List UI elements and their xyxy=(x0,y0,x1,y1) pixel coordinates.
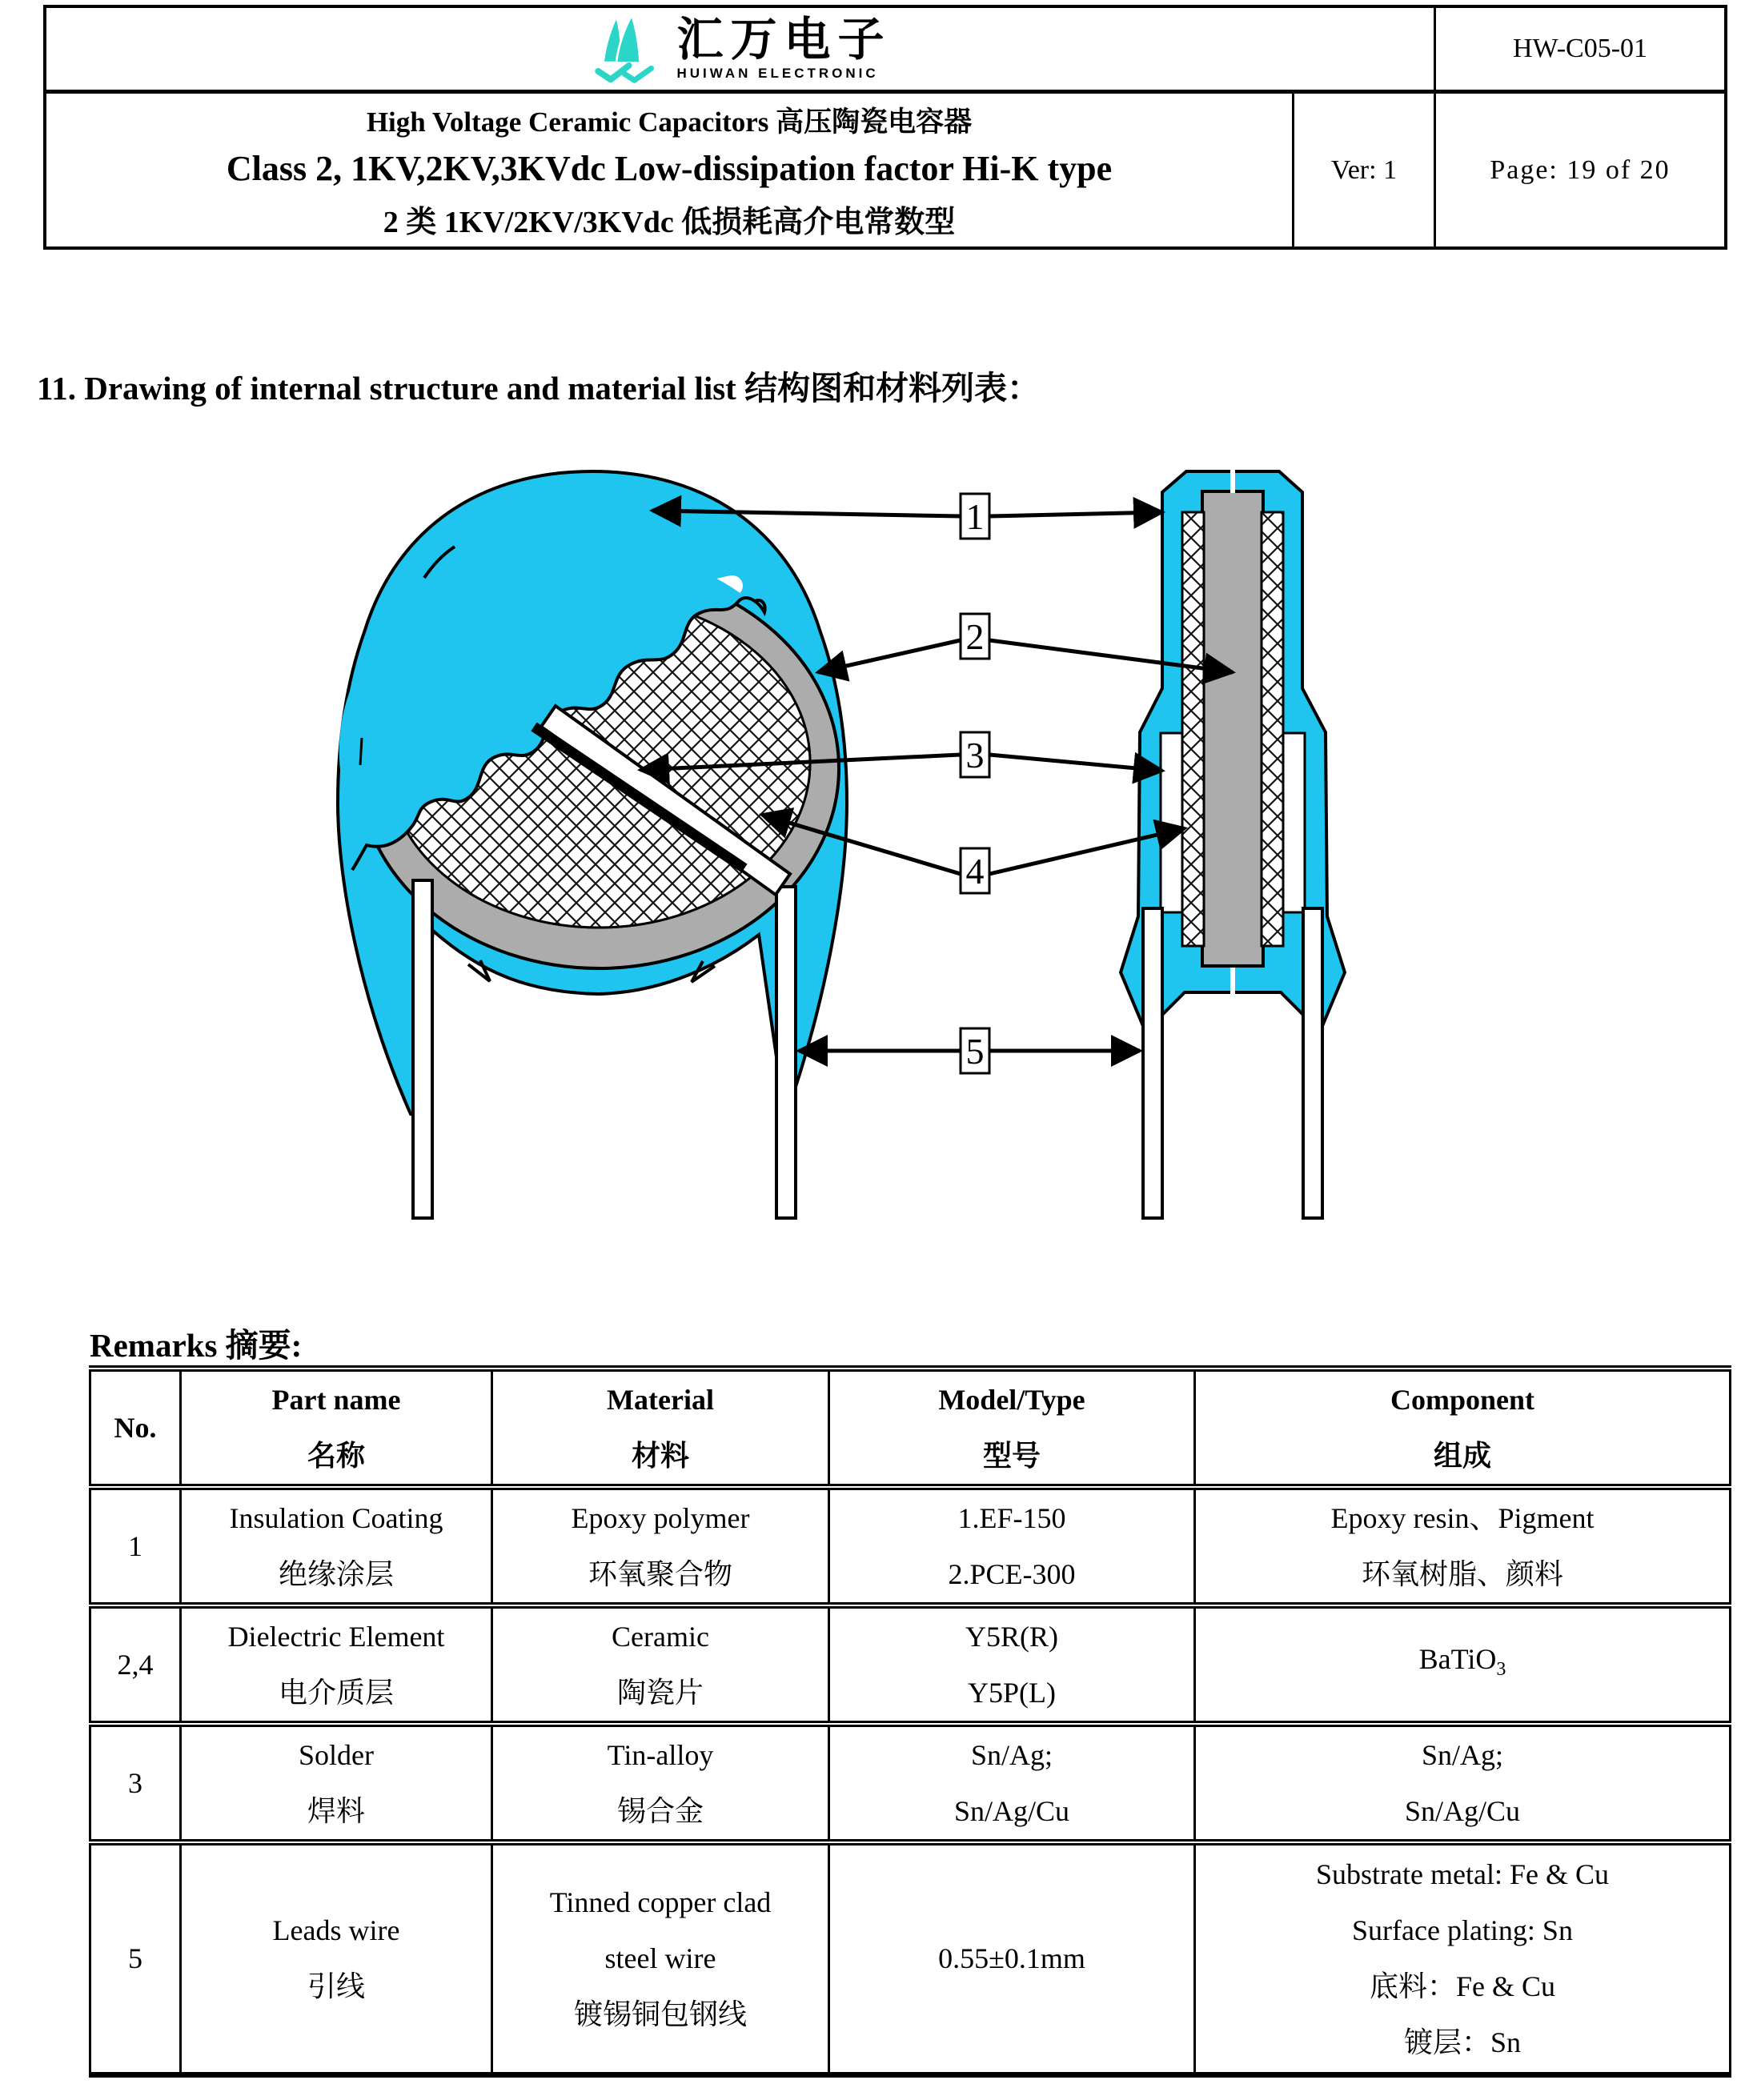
document-header xyxy=(43,5,1727,250)
sailboat-logo-icon xyxy=(588,10,665,87)
table-header-row xyxy=(90,1369,1731,1487)
company-logo xyxy=(46,8,1436,90)
remarks-label: Remarks 摘要: xyxy=(90,1327,303,1364)
arrow-2-left xyxy=(818,640,961,672)
cell-model: Y5R(R) Y5P(L) xyxy=(829,1605,1195,1724)
label-1: 1 xyxy=(965,496,985,537)
side-electrode-bar xyxy=(1202,491,1263,966)
side-right-lead xyxy=(1303,908,1322,1218)
cell-no: 3 xyxy=(90,1724,181,1842)
title-block xyxy=(46,94,1294,246)
arrow-1-right xyxy=(989,512,1162,516)
col-header-part: Part name 名称 xyxy=(181,1369,492,1487)
cell-part: Insulation Coating 绝缘涂层 xyxy=(181,1487,492,1605)
cell-component: Sn/Ag; Sn/Ag/Cu xyxy=(1195,1724,1731,1842)
side-left-lead xyxy=(1143,908,1162,1218)
section-heading: 11. Drawing of internal structure and material list 结构图和材料列表： xyxy=(37,370,1041,407)
table-row xyxy=(90,1487,1731,1605)
side-top-notch xyxy=(1230,470,1235,493)
side-ceramic-right-hatch xyxy=(1262,512,1283,946)
cell-model: Sn/Ag; Sn/Ag/Cu xyxy=(829,1724,1195,1842)
col-header-model: Model/Type 型号 xyxy=(829,1369,1195,1487)
title-line-2: Class 2, 1KV,2KV,3KVdc Low-dissipation factor Hi-K type xyxy=(226,148,1113,188)
logo-text-block xyxy=(676,13,892,82)
cell-no: 1 xyxy=(90,1487,181,1605)
label-3: 3 xyxy=(965,735,985,775)
cell-component-formula: BaTiO$_3$ xyxy=(1195,1605,1731,1724)
side-view-capacitor xyxy=(1121,470,1345,1218)
header-top-row xyxy=(46,8,1724,94)
callout-labels xyxy=(961,494,989,1073)
company-name-cn: 汇万电子 xyxy=(676,13,892,66)
title-line-3: 2 类 1KV/2KV/3KVdc 低损耗高介电常数型 xyxy=(383,205,956,239)
version-label: Ver: 1 xyxy=(1294,94,1436,246)
title-line-1: High Voltage Ceramic Capacitors 高压陶瓷电容器 xyxy=(366,106,973,138)
table-row xyxy=(90,1605,1731,1724)
cell-part: Leads wire 引线 xyxy=(181,1842,492,2074)
cell-no: 5 xyxy=(90,1842,181,2074)
page-number-label: Page: 19 of 20 xyxy=(1490,154,1671,185)
front-right-lead xyxy=(776,887,796,1218)
arrow-3-right xyxy=(989,755,1162,771)
cell-no: 2,4 xyxy=(90,1605,181,1724)
cell-part: Solder 焊料 xyxy=(181,1724,492,1842)
label-4: 4 xyxy=(965,851,985,892)
side-solder-right xyxy=(1283,733,1305,912)
front-left-lead xyxy=(413,880,432,1218)
doc-number: HW-C05-01 xyxy=(1512,34,1648,63)
side-bottom-notch xyxy=(1230,968,1235,994)
cell-model: 1.EF-150 2.PCE-300 xyxy=(829,1487,1195,1605)
col-header-material: Material 材料 xyxy=(492,1369,829,1487)
front-view-capacitor xyxy=(338,471,847,1218)
cell-material: Tinned copper clad steel wire 镀锡铜包钢线 xyxy=(492,1842,829,2074)
table-row xyxy=(90,1724,1731,1842)
cell-material: Tin-alloy 锡合金 xyxy=(492,1724,829,1842)
side-solder-left xyxy=(1161,733,1182,912)
cell-material: Ceramic 陶瓷片 xyxy=(492,1605,829,1724)
cell-model: 0.55±0.1mm xyxy=(829,1842,1195,2074)
material-list-table xyxy=(89,1365,1731,2078)
col-header-component: Component 组成 xyxy=(1195,1369,1731,1487)
header-title-row xyxy=(46,94,1724,246)
cell-component: Substrate metal: Fe & Cu Surface plating: Sn 底料：Fe & Cu 镀层：Sn xyxy=(1195,1842,1731,2074)
cell-component: Epoxy resin、Pigment 环氧树脂、颜料 xyxy=(1195,1487,1731,1605)
company-name-en: HUIWAN ELECTRONIC xyxy=(676,65,879,81)
cell-material: Epoxy polymer 环氧聚合物 xyxy=(492,1487,829,1605)
table-row xyxy=(90,1842,1731,2074)
col-header-no: No. xyxy=(90,1369,181,1487)
coating-highlight-tick xyxy=(360,738,362,765)
cell-part: Dielectric Element 电介质层 xyxy=(181,1605,492,1724)
label-5: 5 xyxy=(965,1031,985,1072)
side-ceramic-left-hatch xyxy=(1182,512,1204,946)
label-2: 2 xyxy=(965,616,985,657)
internal-structure-drawing xyxy=(304,460,1369,1228)
